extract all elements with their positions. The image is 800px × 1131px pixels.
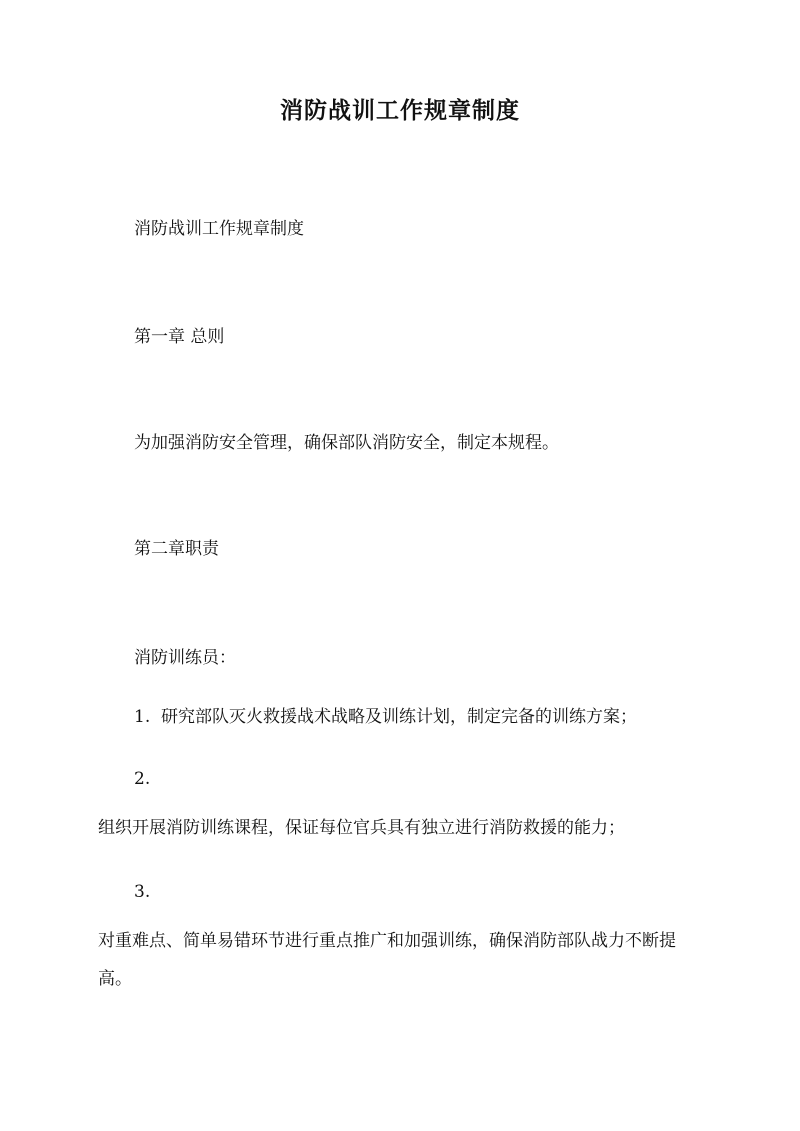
list-item-2-number: 2. bbox=[134, 769, 151, 789]
list-item-3-number: 3. bbox=[134, 882, 151, 902]
chapter-2-heading: 第二章职责 bbox=[134, 539, 219, 559]
role-label: 消防训练员： bbox=[134, 648, 236, 668]
document-title: 消防战训工作规章制度 bbox=[280, 97, 520, 124]
chapter-1-paragraph: 为加强消防安全管理，确保部队消防安全，制定本规程。 bbox=[134, 433, 559, 453]
document-subtitle: 消防战训工作规章制度 bbox=[134, 219, 304, 239]
list-item-3-text: 对重难点、简单易错环节进行重点推广和加强训练，确保消防部队战力不断提高。 bbox=[98, 931, 676, 989]
list-item-2-text: 组织开展消防训练课程，保证每位官兵具有独立进行消防救援的能力； bbox=[98, 818, 625, 838]
list-item-text: 研究部队灭火救援战术战略及训练计划，制定完备的训练方案； bbox=[161, 707, 638, 727]
list-item-1 bbox=[134, 705, 637, 729]
list-item-number: 1. bbox=[134, 707, 151, 727]
chapter-1-heading: 第一章 总则 bbox=[134, 327, 225, 347]
